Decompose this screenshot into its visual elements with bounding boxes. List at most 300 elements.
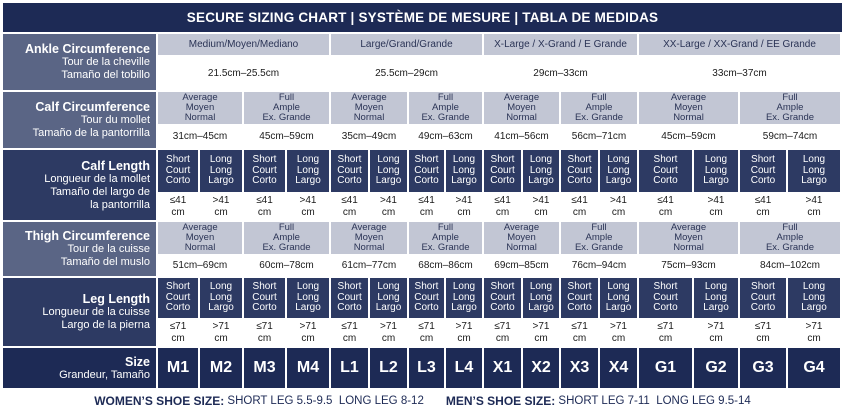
calf-length-short-value	[158, 194, 198, 220]
size-code	[788, 348, 840, 388]
length-value-text: ≤71	[418, 321, 435, 332]
length-value-text: cm	[611, 333, 626, 344]
thigh-circ-value	[158, 256, 242, 276]
row-label-thigh-circ	[3, 222, 156, 276]
length-label: Court	[567, 164, 592, 176]
length-header-long	[370, 150, 407, 192]
row-label-subtitle: Tamaño de la pantorrilla	[32, 127, 150, 139]
row-label-title: Calf Length	[81, 158, 150, 173]
length-value-text: cm	[534, 333, 548, 344]
size-code	[409, 348, 444, 388]
length-label: Short	[653, 154, 678, 166]
length-value-text: ≤71	[754, 321, 772, 332]
length-value-text: >41	[610, 195, 627, 206]
length-label: Court	[653, 291, 678, 303]
width-label: Average	[182, 222, 218, 233]
row-label-calf-circ	[3, 92, 156, 148]
width-label: Full	[278, 222, 295, 233]
width-label: Moyen	[354, 232, 384, 243]
width-label: Ex. Grande	[262, 242, 311, 253]
width-label: Ex. Grande	[421, 242, 470, 253]
thigh-circ-value-text: 84cm–102cm	[759, 260, 821, 271]
length-label: Long	[377, 291, 400, 303]
length-label: Long	[607, 164, 630, 176]
men-shoe-size-value: SHORT LEG 7-11 LONG LEG 9.5-14	[555, 395, 751, 407]
length-header-short	[158, 150, 198, 192]
length-value-text: ≤41	[169, 195, 187, 206]
calf-length-long-value	[600, 194, 637, 220]
women-shoe-size-label: WOMEN’S SHOE SIZE:	[94, 394, 225, 408]
length-value-text: cm	[214, 207, 228, 218]
length-value-text: ≤71	[494, 321, 511, 332]
length-value-text: cm	[457, 207, 471, 218]
length-label: Largo	[605, 175, 632, 187]
row-label-title: Thigh Circumference	[24, 229, 150, 243]
width-label: Average	[670, 222, 707, 233]
leg-length-long-value	[446, 320, 482, 346]
ankle-value-text: 33cm–37cm	[712, 67, 767, 79]
length-header-long	[446, 150, 482, 192]
length-label: Largo	[605, 302, 632, 314]
calf-circ-value	[740, 126, 840, 148]
length-header-long	[694, 278, 738, 318]
width-label: Ex. Grande	[574, 242, 624, 253]
length-value-text: >41	[380, 195, 397, 206]
width-header-full	[244, 92, 329, 124]
size-code-text: G1	[654, 359, 677, 376]
length-label: Largo	[375, 175, 402, 187]
length-value-text: cm	[457, 333, 471, 344]
width-header-full	[409, 92, 482, 124]
length-label: Court	[750, 291, 776, 303]
length-label: Corto	[165, 175, 191, 187]
ankle-circumference-value	[331, 57, 482, 90]
row-label-subtitle: Tour de la cheville	[61, 56, 150, 68]
ankle-value-text: 25.5cm–29cm	[375, 67, 438, 79]
length-header-long	[600, 150, 637, 192]
length-label: Short	[567, 281, 592, 293]
length-header-short	[331, 150, 368, 192]
size-code-text: X2	[531, 359, 551, 376]
length-header-short	[639, 278, 692, 318]
calf-circ-value	[158, 126, 242, 148]
length-header-long	[523, 150, 559, 192]
length-value-text: >41	[455, 195, 473, 206]
width-header-average	[158, 92, 242, 124]
width-label: Ample	[776, 102, 804, 113]
length-label: Long	[377, 154, 400, 166]
length-value-text: ≤71	[256, 321, 273, 332]
length-label: Long	[529, 164, 553, 176]
length-value-text: cm	[572, 333, 587, 344]
size-group-header	[639, 34, 840, 55]
length-label: Long	[452, 164, 476, 176]
size-code-text: L3	[417, 359, 436, 376]
length-header-short	[484, 278, 521, 318]
length-label: Short	[337, 154, 362, 166]
leg-length-short-value	[331, 320, 368, 346]
thigh-circ-value	[409, 256, 482, 276]
length-label: Short	[567, 154, 592, 166]
size-group-header	[331, 34, 482, 55]
length-label: Court	[337, 164, 362, 176]
width-label: Moyen	[507, 102, 536, 113]
length-label: Corto	[750, 302, 776, 314]
length-label: Long	[704, 291, 728, 303]
length-label: Long	[704, 164, 728, 176]
length-value-text: cm	[709, 207, 723, 218]
calf-length-short-value	[639, 194, 692, 220]
length-header-short	[561, 278, 598, 318]
length-value-text: ≤71	[571, 321, 588, 332]
length-label: Court	[567, 291, 592, 303]
length-label: Long	[209, 291, 233, 303]
length-header-short	[409, 278, 444, 318]
length-label: Long	[377, 281, 400, 293]
size-group-label: Large/Grand/Grande	[360, 38, 453, 50]
thigh-circ-value	[639, 256, 738, 276]
size-code-text: M3	[253, 359, 276, 376]
calf-circ-value-text: 45cm–59cm	[661, 131, 716, 142]
length-header-short	[158, 278, 198, 318]
length-label: Corto	[252, 175, 277, 187]
length-label: Short	[337, 281, 362, 293]
length-label: Long	[704, 281, 728, 293]
length-value-text: cm	[756, 207, 770, 218]
width-label: Ex. Grande	[262, 112, 311, 123]
length-header-long	[600, 278, 637, 318]
length-label: Short	[490, 281, 515, 293]
size-code	[561, 348, 598, 388]
length-label: Largo	[451, 302, 477, 314]
length-value-text: >71	[805, 321, 823, 332]
length-value-text: cm	[495, 207, 510, 218]
thigh-circ-value	[331, 256, 407, 276]
calf-length-long-value	[370, 194, 407, 220]
length-header-long	[788, 278, 840, 318]
length-header-long	[523, 278, 559, 318]
width-header-full	[740, 222, 840, 254]
length-value-text: ≤41	[657, 195, 674, 206]
length-label: Court	[165, 164, 191, 176]
size-code-text: L4	[454, 359, 474, 376]
width-header-full	[409, 222, 482, 254]
width-label: Moyen	[674, 102, 703, 113]
row-label-size	[3, 348, 156, 388]
width-label: Moyen	[354, 102, 384, 113]
width-label: Average	[670, 92, 707, 103]
leg-length-long-value	[287, 320, 329, 346]
thigh-circ-value-text: 68cm–86cm	[418, 260, 473, 271]
length-label: Short	[252, 281, 277, 293]
calf-circ-value-text: 41cm–56cm	[494, 131, 549, 142]
size-group-label: X-Large / X-Grand / E Grande	[494, 38, 627, 50]
leg-length-short-value	[158, 320, 198, 346]
width-header-average	[639, 222, 738, 254]
thigh-circ-value-text: 75cm–93cm	[661, 260, 716, 271]
thigh-circ-value	[244, 256, 329, 276]
width-label: Average	[182, 92, 218, 103]
length-label: Long	[607, 281, 630, 293]
length-value-text: >71	[299, 321, 317, 332]
width-header-average	[331, 222, 407, 254]
length-label: Largo	[528, 302, 554, 314]
length-value-text: ≤71	[169, 321, 187, 332]
row-label-subtitle: Longueur de la mollet	[44, 172, 150, 185]
length-value-text: cm	[214, 333, 228, 344]
length-label: Long	[452, 291, 476, 303]
size-code	[200, 348, 242, 388]
length-label: Corto	[414, 302, 439, 314]
ankle-value-text: 29cm–33cm	[533, 67, 588, 79]
length-label: Largo	[375, 302, 402, 314]
row-label-leg-length	[3, 278, 156, 346]
length-header-short	[740, 278, 786, 318]
length-label: Long	[529, 154, 553, 166]
row-label-title: Leg Length	[82, 292, 150, 306]
length-header-long	[287, 278, 329, 318]
length-label: Short	[653, 281, 678, 293]
length-label: Court	[490, 164, 515, 176]
width-label: Normal	[353, 242, 385, 253]
size-code	[694, 348, 738, 388]
length-label: Court	[252, 291, 277, 303]
chart-title: SECURE SIZING CHART | SYSTÈME DE MESURE | TABLA DE MEDIDAS	[3, 3, 842, 32]
length-value-text: ≤41	[256, 195, 273, 206]
width-label: Full	[591, 222, 607, 233]
length-label: Corto	[337, 175, 362, 187]
width-label: Full	[591, 92, 607, 103]
calf-length-short-value	[409, 194, 444, 220]
length-label: Court	[252, 164, 277, 176]
length-label: Long	[377, 164, 400, 176]
length-label: Short	[751, 281, 775, 293]
size-code-text: M4	[296, 359, 320, 376]
width-label: Normal	[673, 242, 704, 253]
length-label: Long	[529, 291, 553, 303]
length-label: Long	[802, 164, 826, 176]
width-label: Average	[503, 222, 540, 233]
length-value-text: cm	[381, 207, 396, 218]
length-label: Long	[209, 281, 233, 293]
width-label: Full	[782, 222, 798, 233]
row-label-subtitle: Tour de la cuisse	[67, 243, 150, 255]
length-header-long	[788, 150, 840, 192]
width-header-average	[158, 222, 242, 254]
length-label: Long	[296, 291, 320, 303]
width-label: Ex. Grande	[765, 112, 815, 123]
width-label: Normal	[506, 112, 537, 123]
length-label: Short	[166, 154, 190, 166]
length-label: Corto	[653, 302, 678, 314]
length-value-text: ≤71	[341, 321, 358, 332]
length-label: Long	[802, 281, 826, 293]
ankle-circumference-value	[484, 57, 637, 90]
length-label: Short	[414, 281, 439, 293]
leg-length-long-value	[523, 320, 559, 346]
size-code-text: G2	[705, 359, 727, 376]
length-header-short	[244, 278, 285, 318]
ankle-circumference-value	[158, 57, 329, 90]
calf-circ-value	[484, 126, 559, 148]
calf-circ-value	[561, 126, 637, 148]
length-label: Long	[529, 281, 553, 293]
size-code	[523, 348, 559, 388]
length-value-text: >41	[532, 195, 550, 206]
row-label-subtitle: Grandeur, Tamaño	[59, 368, 150, 381]
width-label: Ample	[432, 232, 459, 243]
length-label: Largo	[801, 302, 827, 314]
length-label: Court	[165, 291, 191, 303]
calf-circ-value-text: 49cm–63cm	[418, 131, 473, 142]
size-code-text: L1	[340, 359, 359, 376]
length-value-text: cm	[419, 207, 434, 218]
length-header-short	[740, 150, 786, 192]
length-value-text: >71	[455, 321, 473, 332]
length-value-text: cm	[171, 207, 185, 218]
length-value-text: cm	[171, 333, 185, 344]
length-value-text: cm	[342, 333, 357, 344]
leg-length-short-value	[409, 320, 444, 346]
length-value-text: >71	[532, 321, 550, 332]
width-label: Ample	[432, 102, 459, 113]
size-group-label: XX-Large / XX-Grand / EE Grande	[663, 38, 816, 50]
length-header-short	[331, 278, 368, 318]
length-value-text: cm	[709, 333, 723, 344]
ankle-value-text: 21.5cm–25.5cm	[207, 67, 280, 79]
length-value-text: cm	[257, 207, 272, 218]
size-code-text: G3	[752, 359, 774, 376]
width-header-average	[484, 222, 559, 254]
length-header-long	[694, 150, 738, 192]
length-label: Largo	[451, 175, 477, 187]
length-label: Largo	[295, 302, 321, 314]
calf-circ-value-text: 56cm–71cm	[571, 131, 627, 142]
calf-circ-value-text: 45cm–59cm	[259, 131, 314, 142]
width-label: Ample	[776, 232, 804, 243]
width-label: Ample	[273, 232, 300, 243]
length-label: Court	[750, 164, 776, 176]
length-value-text: ≤41	[418, 195, 435, 206]
length-header-long	[200, 278, 242, 318]
size-code-text: M2	[209, 359, 233, 376]
length-label: Short	[252, 154, 277, 166]
thigh-circ-value-text: 69cm–85cm	[494, 260, 549, 271]
length-label: Corto	[490, 302, 515, 314]
size-code	[331, 348, 368, 388]
leg-length-short-value	[639, 320, 692, 346]
length-value-text: cm	[572, 207, 587, 218]
size-group-label: Medium/Moyen/Mediano	[188, 38, 299, 50]
row-label-title: Ankle Circumference	[24, 42, 150, 56]
length-label: Corto	[750, 175, 776, 187]
length-label: Court	[414, 164, 439, 176]
length-label: Largo	[528, 175, 554, 187]
length-header-long	[287, 150, 329, 192]
width-label: Normal	[506, 242, 537, 253]
length-label: Long	[296, 164, 320, 176]
row-label-subtitle: Largo de la pierna	[61, 319, 150, 331]
length-value-text: cm	[658, 333, 673, 344]
size-code	[287, 348, 329, 388]
size-code-text: G4	[803, 359, 825, 376]
thigh-circ-value-text: 51cm–69cm	[172, 260, 228, 271]
leg-length-short-value	[740, 320, 786, 346]
calf-circ-value-text: 59cm–74cm	[762, 131, 818, 142]
length-label: Long	[704, 154, 728, 166]
length-value-text: >41	[707, 195, 725, 206]
row-label-subtitle: Tour du mollet	[80, 114, 150, 126]
calf-length-long-value	[788, 194, 840, 220]
width-label: Normal	[184, 112, 216, 123]
width-label: Normal	[184, 242, 216, 253]
width-label: Normal	[673, 112, 704, 123]
width-label: Moyen	[185, 232, 215, 243]
width-header-average	[639, 92, 738, 124]
row-label-subtitle: Tamaño del tobillo	[61, 69, 150, 81]
thigh-circ-value	[740, 256, 840, 276]
length-label: Short	[490, 154, 515, 166]
size-code	[158, 348, 198, 388]
length-value-text: ≤41	[494, 195, 511, 206]
row-label-subtitle: Tamaño del muslo	[60, 256, 150, 268]
length-label: Corto	[165, 302, 191, 314]
width-label: Full	[782, 92, 798, 103]
width-label: Ex. Grande	[574, 112, 624, 123]
calf-length-short-value	[561, 194, 598, 220]
length-header-long	[370, 278, 407, 318]
length-value-text: >71	[610, 321, 627, 332]
length-label: Long	[607, 291, 630, 303]
width-label: Average	[351, 222, 387, 233]
size-group-header	[484, 34, 637, 55]
length-value-text: cm	[301, 207, 315, 218]
width-label: Full	[437, 92, 454, 103]
width-label: Moyen	[674, 232, 703, 243]
shoe-size-footer	[0, 392, 845, 410]
calf-circ-value	[639, 126, 738, 148]
length-value-text: ≤41	[754, 195, 772, 206]
size-code	[484, 348, 521, 388]
width-header-full	[561, 92, 637, 124]
length-label: Long	[802, 291, 826, 303]
size-code	[600, 348, 637, 388]
leg-length-short-value	[561, 320, 598, 346]
length-label: Short	[751, 154, 775, 166]
length-value-text: cm	[611, 207, 626, 218]
length-value-text: cm	[381, 333, 396, 344]
length-label: Long	[209, 154, 233, 166]
length-value-text: >41	[212, 195, 230, 206]
width-label: Average	[351, 92, 387, 103]
length-label: Long	[209, 164, 233, 176]
length-label: Largo	[208, 302, 234, 314]
length-value-text: cm	[534, 207, 548, 218]
length-value-text: cm	[301, 333, 315, 344]
row-label-title: Size	[124, 354, 150, 369]
width-label: Full	[278, 92, 295, 103]
length-label: Court	[490, 291, 515, 303]
length-header-short	[561, 150, 598, 192]
length-value-text: >41	[299, 195, 317, 206]
length-label: Corto	[490, 175, 515, 187]
width-label: Ample	[273, 102, 300, 113]
size-group-header	[158, 34, 329, 55]
thigh-circ-value-text: 61cm–77cm	[341, 260, 397, 271]
length-label: Corto	[414, 175, 439, 187]
thigh-circ-value	[561, 256, 637, 276]
length-header-short	[639, 150, 692, 192]
